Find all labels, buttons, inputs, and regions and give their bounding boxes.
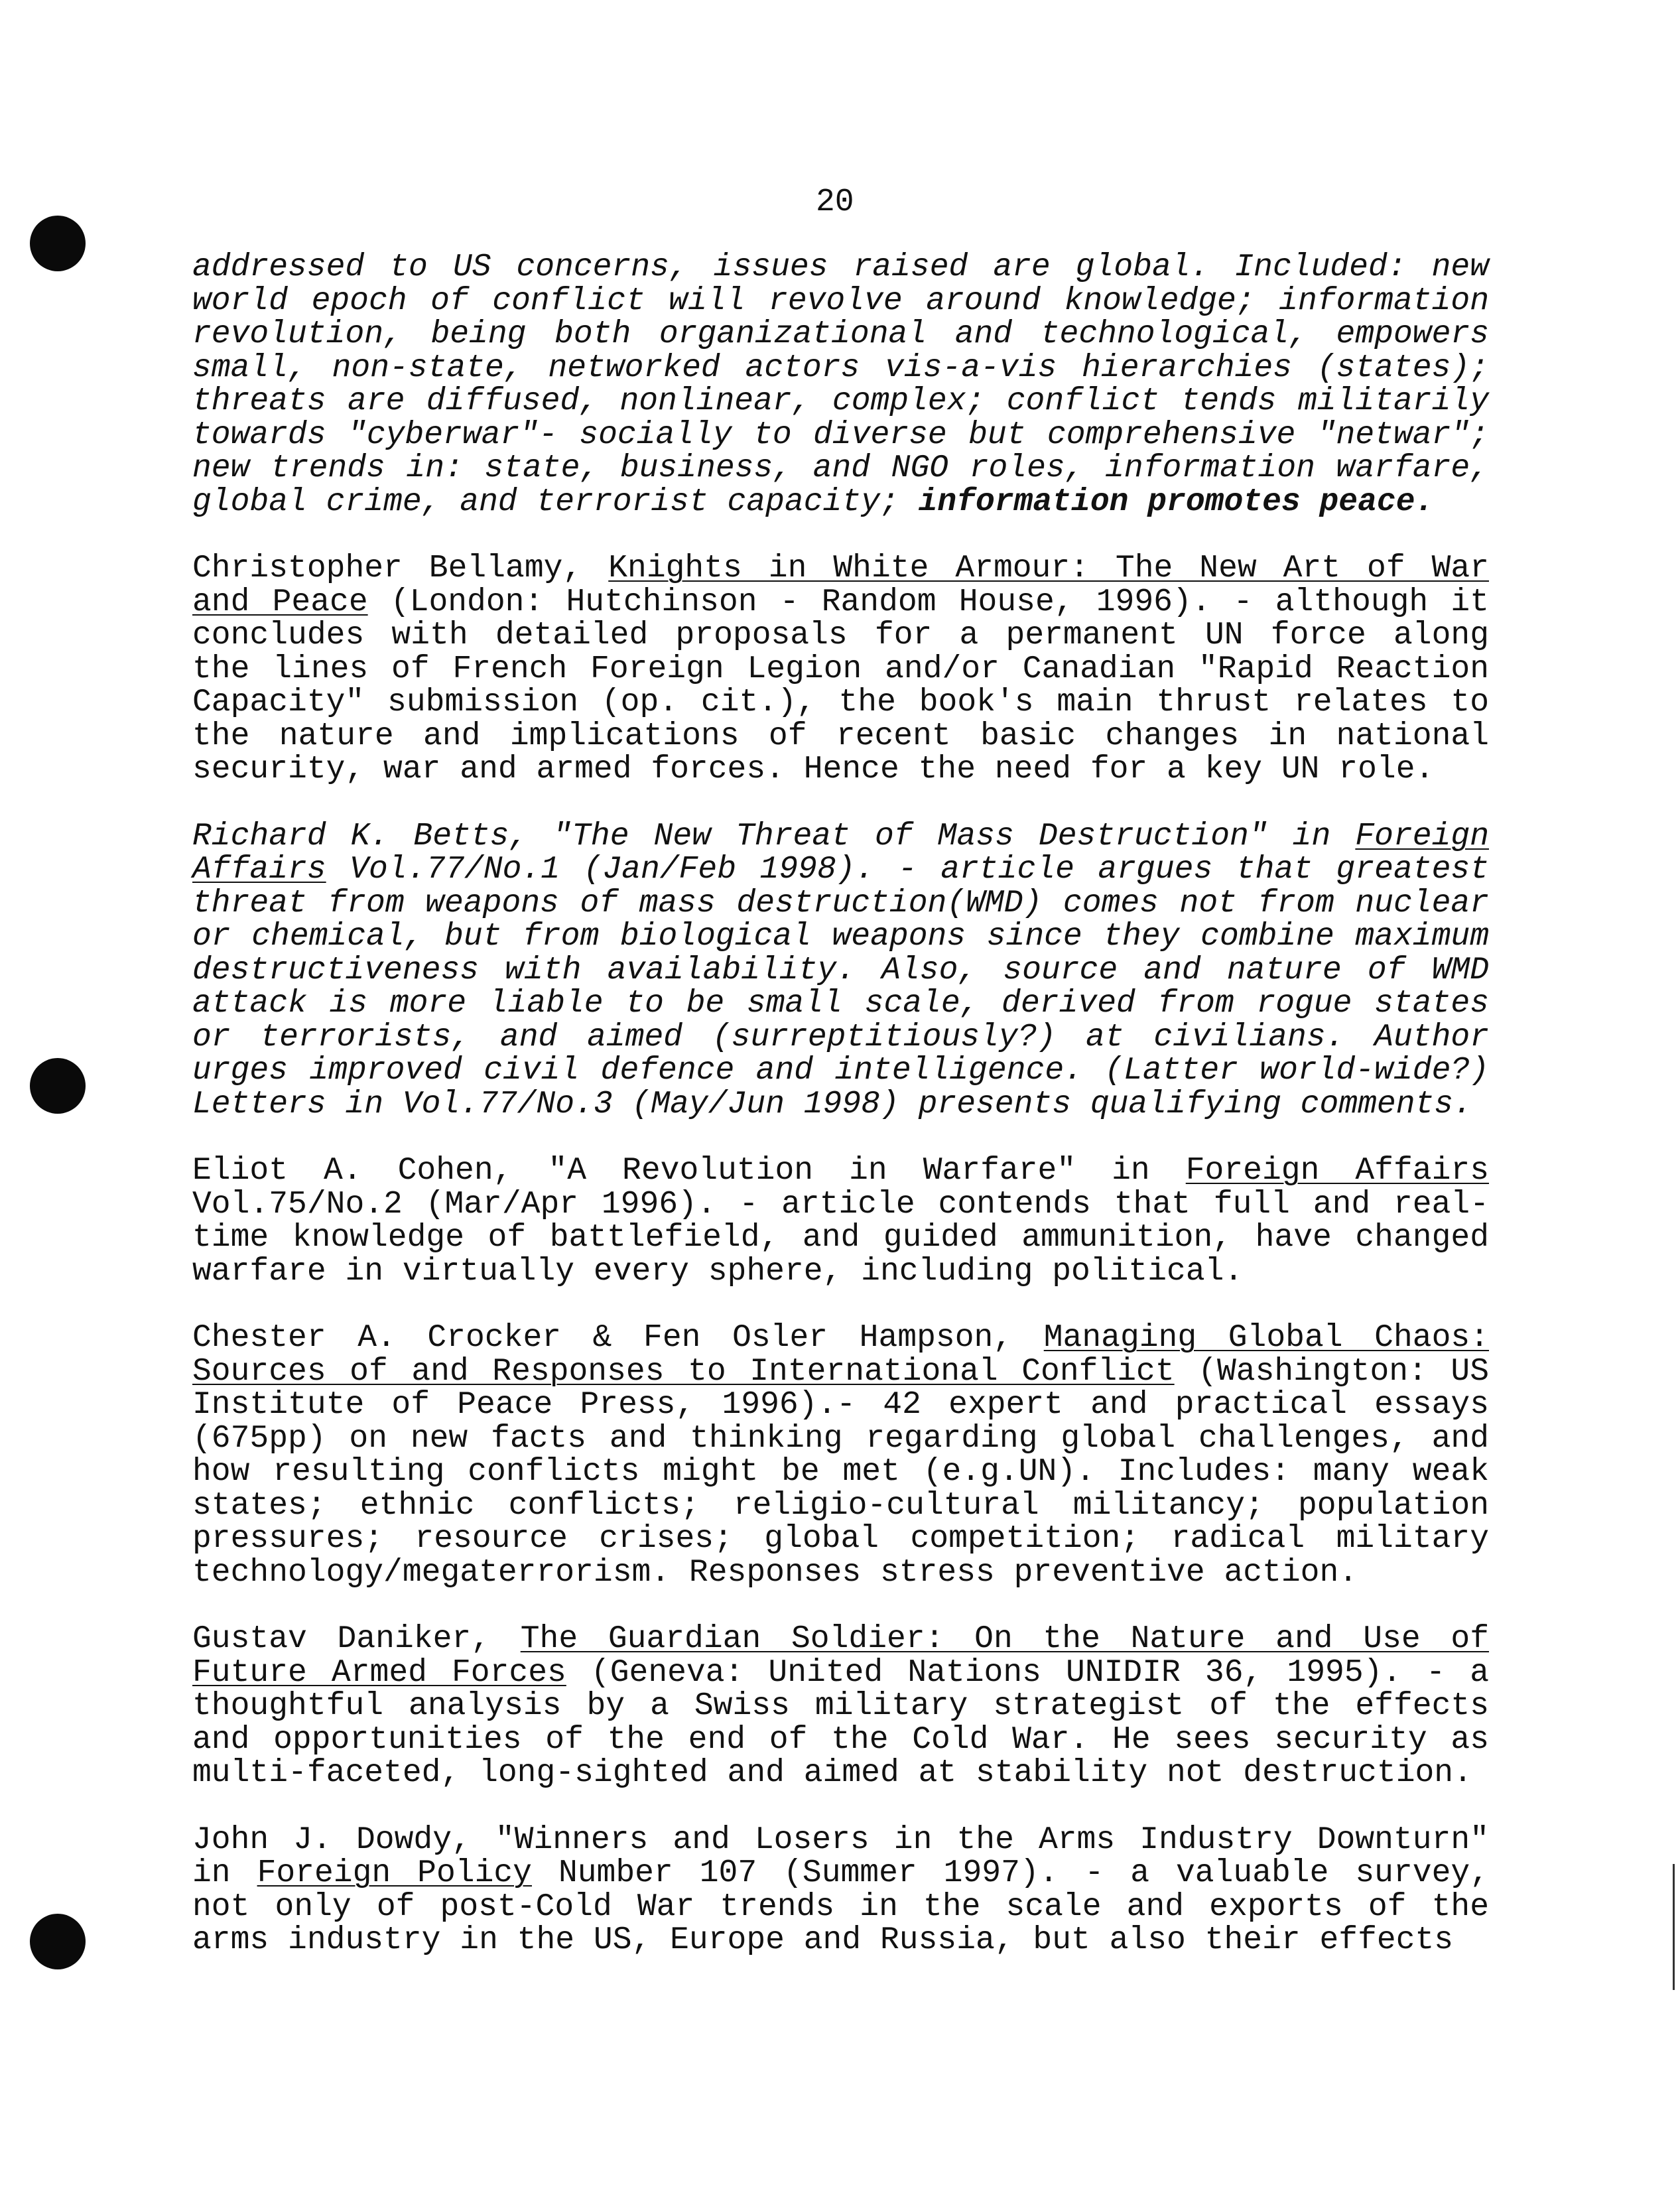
punch-hole-top xyxy=(30,216,86,271)
bibliography-entry-daniker xyxy=(192,1623,1489,1790)
entry-author: John J. Dowdy, "Winners and Losers in the Arms Industry Downturn" in xyxy=(192,1822,1489,1891)
entry-annotation: (Washington: US Institute of Peace Press, 1996).- 42 expert and practical essays (675pp) on new facts and thinking regarding global challenges, and how resulting conflicts might be met (e.g.UN). Includes: many weak states; ethnic conflicts; religio-cultural militancy; population pressures; resource crises; global competition; radical military technology/megaterrorism. Responses stress preventive action. xyxy=(192,1353,1490,1591)
entry-title: Managing Global Chaos: Sources of and Responses to International Conflict xyxy=(192,1320,1490,1390)
bibliography-entry-bellamy xyxy=(192,552,1489,787)
entry-annotation: (Geneva: United Nations UNIDIR 36, 1995). - a thoughtful analysis by a Swiss military strategist of the effects and opportunities of the end of the Cold War. He sees security as multi-faceted, long-sighted and aimed at stability not destruction. xyxy=(192,1654,1489,1791)
entry-author: Richard K. Betts, "The New Threat of Mass Destruction" in xyxy=(192,818,1356,854)
entry-author: Chester A. Crocker & Fen Osler Hampson, xyxy=(192,1320,1044,1356)
entry-title: The Guardian Soldier: On the Nature and Use of Future Armed Forces xyxy=(192,1621,1490,1691)
entry-title: Foreign Affairs xyxy=(1185,1153,1489,1189)
entry-annotation: Number 107 (Summer 1997). - a valuable survey, not only of post-Cold War trends in the scale and exports of the arms industry in the US, Europe and Russia, but also their effects xyxy=(192,1855,1489,1958)
bibliography-entry-continued xyxy=(192,251,1489,519)
entry-author: Christopher Bellamy, xyxy=(192,551,609,586)
entry-author: Gustav Daniker, xyxy=(192,1621,521,1657)
bibliography-entry-dowdy xyxy=(192,1824,1489,1957)
entry-annotation: Vol.75/No.2 (Mar/Apr 1996). - article contends that full and real-time knowledge of battlefield, and guided ammunition, have changed warfare in virtually every sphere, including political. xyxy=(192,1186,1489,1290)
punch-hole-bottom xyxy=(30,1914,86,1969)
page-number: 20 xyxy=(816,184,854,220)
bibliography-entry-cohen xyxy=(192,1154,1489,1288)
entry-annotation: (London: Hutchinson - Random House, 1996). - although it concludes with detailed proposals for a permanent UN force along the lines of French Foreign Legion and/or Canadian "Rapid Reaction Capacity" submission (op. cit.), the book's main thrust relates to the nature and implications of recent basic changes in national security, war and armed forces. Hence the need for a key UN role. xyxy=(192,584,1489,787)
scan-edge-mark xyxy=(1673,1864,1675,1990)
entry-emphasis: information promotes peace. xyxy=(918,484,1435,520)
bibliography-entry-betts xyxy=(192,820,1489,1122)
entry-title: Foreign Affairs xyxy=(192,818,1489,888)
entry-title: Knights in White Armour: The New Art of War and Peace xyxy=(192,551,1489,620)
entry-title: Foreign Policy xyxy=(257,1855,532,1891)
entry-annotation: Vol.77/No.1 (Jan/Feb 1998). - article argues that greatest threat from weapons of mass destruction(WMD) comes not from nuclear or chemical, but from biological weapons since they combine maximum destructiveness with availability. Also, source and nature of WMD attack is more liable to be small scale, derived from rogue states or terrorists, and aimed (surreptitiously?) at civilians. Author urges improved civil defence and intelligence. (Latter world-wide?) Letters in Vol.77/No.3 (May/Jun 1998) presents qualifying comments. xyxy=(192,852,1489,1122)
entry-annotation: addressed to US concerns, issues raised are global. Included: new world epoch of conflict will revolve around knowledge; information revolution, being both organizational and technological, empowers small, non-state, networked actors vis-a-vis hierarchies (states); threats are diffused, nonlinear, complex; conflict tends militarily towards "cyberwar"- socially to diverse but comprehensive "netwar"; new trends in: state, business, and NGO roles, information warfare, global crime, and terrorist capacity; xyxy=(192,249,1489,520)
bibliography-entry-crocker xyxy=(192,1321,1489,1589)
entry-author: Eliot A. Cohen, "A Revolution in Warfare" in xyxy=(192,1153,1186,1189)
punch-hole-middle xyxy=(30,1058,86,1114)
bibliography-content xyxy=(192,251,1489,1991)
